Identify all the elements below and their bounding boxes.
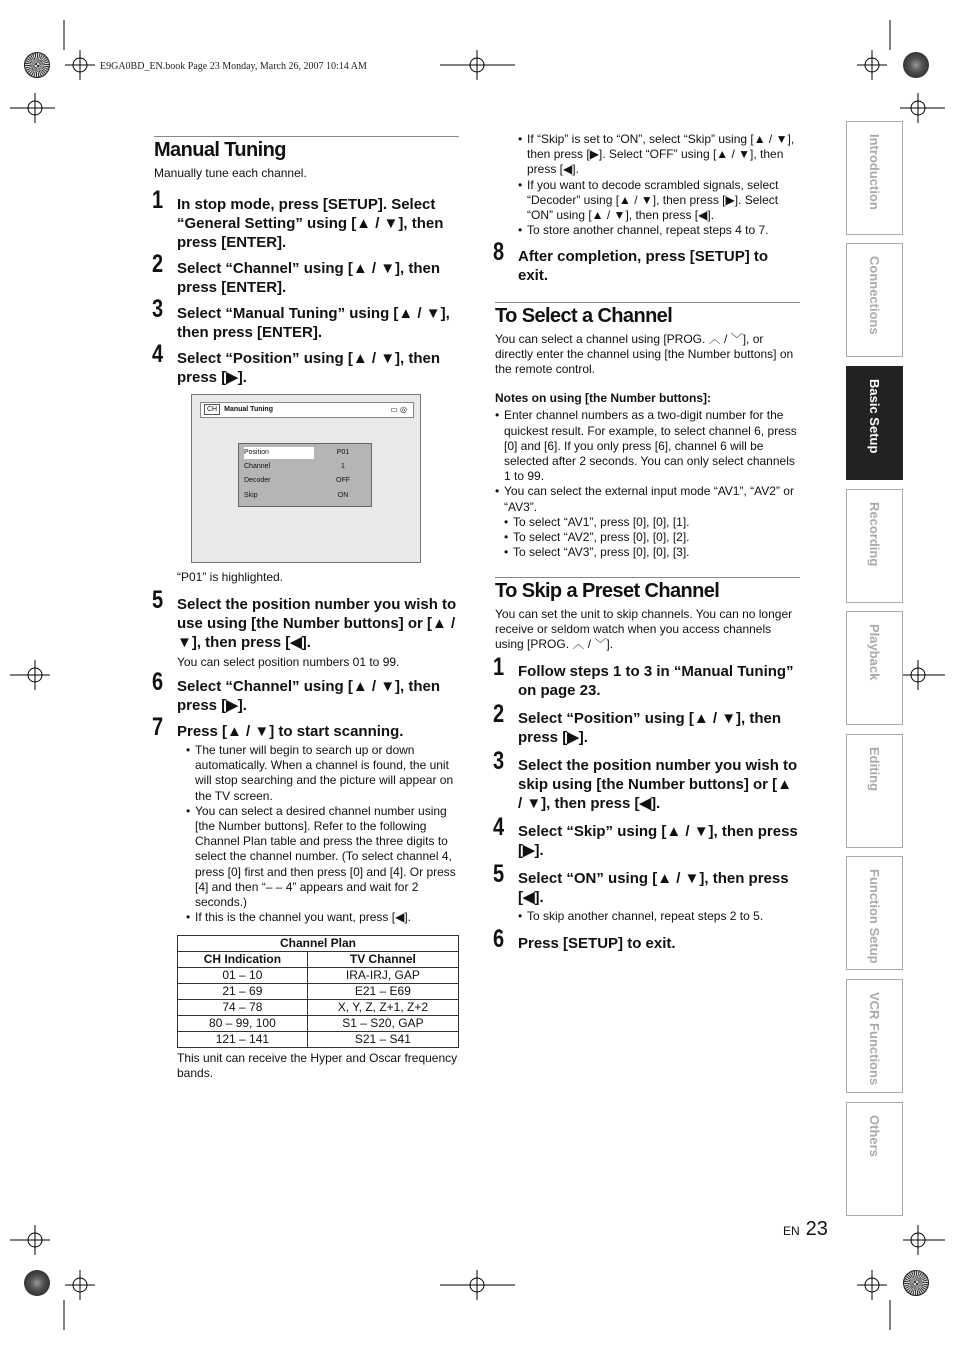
step <box>493 700 800 747</box>
table-row: 01 – 10 IRA-IRJ, GAP <box>178 968 459 984</box>
step-number: 3 <box>152 295 163 323</box>
step-number: 2 <box>152 250 163 278</box>
list-item: • You can select the external input mode “AV1”, “AV2” or “AV3”. <box>495 484 800 514</box>
tuning-menu <box>238 443 372 507</box>
table-caption: Channel Plan <box>178 936 459 952</box>
step <box>493 747 800 813</box>
step <box>152 668 459 715</box>
list-item: • To select “AV2”, press [0], [0], [2]. <box>504 530 800 545</box>
step <box>493 860 800 907</box>
section-intro: You can select a channel using [PROG. ︿ / ﹀], or directly enter the channel using [the Number buttons] on the remote control. <box>495 332 794 377</box>
step-text: Select “Position” using [▲ / ▼], then press [▶]. <box>177 350 441 386</box>
list-item: • If “Skip” is set to “ON”, select “Skip” using [▲ / ▼], then press [▶]. Select “OFF” using [▲ / ▼], then press [◀]. <box>518 132 800 178</box>
step-number: 1 <box>493 653 504 682</box>
ch-badge: CH <box>204 404 220 415</box>
screen-title-bar <box>200 402 414 418</box>
highlight-note: “P01” is highlighted. <box>177 570 284 584</box>
step <box>152 295 459 342</box>
step-text: Press [SETUP] to exit. <box>518 934 676 952</box>
tab-others[interactable]: Others <box>846 1102 903 1216</box>
step <box>152 340 459 387</box>
tab-function-setup[interactable]: Function Setup <box>846 856 903 970</box>
step <box>493 238 800 285</box>
list-item: • To select “AV3”, press [0], [0], [3]. <box>504 545 800 560</box>
step-number: 4 <box>493 813 504 842</box>
page-footer <box>783 1218 828 1241</box>
menu-row-decoder: Decoder OFF <box>244 477 350 484</box>
step-number: 1 <box>152 186 163 214</box>
step <box>152 586 459 652</box>
step-number: 6 <box>152 668 163 696</box>
menu-row-position: Position P01 <box>242 447 367 459</box>
tape-disc-icon: ▭ ◎ <box>390 405 407 414</box>
skip-bullets <box>495 909 800 924</box>
section-title-manual-tuning: Manual Tuning <box>154 139 286 161</box>
table-header: TV Channel <box>307 952 458 968</box>
tab-introduction[interactable]: Introduction <box>846 121 903 235</box>
page-number: 23 <box>805 1218 828 1240</box>
list-item: • If this is the channel you want, press [◀]. <box>186 910 459 925</box>
step <box>152 250 459 297</box>
step-number: 3 <box>493 747 504 776</box>
step <box>493 924 800 953</box>
tab-connections[interactable]: Connections <box>846 243 903 357</box>
section-intro: Manually tune each channel. <box>154 166 307 180</box>
step-text: Press [▲ / ▼] to start scanning. <box>177 723 404 740</box>
left-column <box>154 136 459 1081</box>
step-text: Select “Channel” using [▲ / ▼], then press [▶]. <box>177 678 441 714</box>
step-number: 8 <box>493 238 504 267</box>
table-row: 21 – 69 E21 – E69 <box>178 984 459 1000</box>
table-row: 74 – 78 X, Y, Z, Z+1, Z+2 <box>178 1000 459 1016</box>
file-header: E9GA0BD_EN.book Page 23 Monday, March 26, 2007 10:14 AM <box>100 61 367 72</box>
step-text: Select the position number you wish to use using [the Number buttons] or [▲ / ▼], then press [◀]. <box>177 596 457 651</box>
step <box>493 813 800 860</box>
table-row: 121 – 141 S21 – S41 <box>178 1032 459 1048</box>
list-item: • To select “AV1”, press [0], [0], [1]. <box>504 515 800 530</box>
menu-row-skip: Skip ON <box>244 492 349 499</box>
manual-tuning-screen <box>191 394 421 563</box>
channel-plan-table <box>177 935 459 1048</box>
step-text: Select “Skip” using [▲ / ▼], then press [▶]. <box>518 823 798 860</box>
step <box>493 653 800 700</box>
section-title-select-channel: To Select a Channel <box>495 305 673 328</box>
step-number: 6 <box>493 924 504 953</box>
tab-editing[interactable]: Editing <box>846 734 903 848</box>
notes-heading: Notes on using [the Number buttons]: <box>495 391 711 406</box>
tab-recording[interactable]: Recording <box>846 489 903 603</box>
table-note: This unit can receive the Hyper and Oscar frequency bands. <box>177 1051 458 1081</box>
list-item: • Enter channel numbers as a two-digit number for the quickest result. For example, to select channel 6, press [0] and [6]. If you only press [6], channel 6 will be selected after 2 seconds. You can only select channels 1 to 99. <box>495 408 800 484</box>
step <box>152 186 459 252</box>
section-title-skip-channel: To Skip a Preset Channel <box>495 580 720 603</box>
step-text: Select “Manual Tuning” using [▲ / ▼], then press [ENTER]. <box>177 305 450 341</box>
tab-playback[interactable]: Playback <box>846 611 903 725</box>
language-label: EN <box>783 1224 800 1238</box>
list-item: • To skip another channel, repeat steps 2 to 5. <box>518 909 800 924</box>
list-item: • If you want to decode scrambled signals, select “Decoder” using [▲ / ▼], then press [▶]. Select “ON” using [▲ / ▼], then press [◀]. <box>518 178 800 224</box>
step-number: 5 <box>493 860 504 889</box>
section-rule <box>154 136 459 137</box>
step-text: In stop mode, press [SETUP]. Select “General Setting” using [▲ / ▼], then press [ENTER]. <box>177 196 444 251</box>
step-text: Follow steps 1 to 3 in “Manual Tuning” on page 23. <box>518 663 794 700</box>
step-note: You can select position numbers 01 to 99. <box>177 655 400 669</box>
section-rule <box>495 577 800 578</box>
tab-basic-setup[interactable]: Basic Setup <box>846 366 903 480</box>
section-rule <box>495 302 800 303</box>
step-text: After completion, press [SETUP] to exit. <box>518 248 769 285</box>
list-item: • You can select a desired channel number using [the Number buttons]. Refer to the following Channel Plan table and press the three digits to select the channel number. (To select channel 4, press [0] first and then press [0] and [4]. Or press [4] and then “– – 4” appears and wait for 2 seconds.) <box>186 804 459 910</box>
screen-title: Manual Tuning <box>224 406 273 413</box>
tab-vcr-functions[interactable]: VCR Functions <box>846 979 903 1093</box>
notes-bullets <box>495 408 800 514</box>
step-text: Select “Position” using [▲ / ▼], then press [▶]. <box>518 710 782 747</box>
step-text: Select the position number you wish to skip using [the Number buttons] or [▲ / ▼], then press [◀]. <box>518 757 798 813</box>
continued-bullets <box>495 132 800 238</box>
step7-bullets <box>154 743 459 925</box>
step <box>152 713 459 741</box>
right-column <box>495 132 800 953</box>
table-header: CH Indication <box>178 952 308 968</box>
step-text: Select “ON” using [▲ / ▼], then press [◀]. <box>518 870 789 907</box>
step-number: 5 <box>152 586 163 614</box>
step-number: 2 <box>493 700 504 729</box>
section-intro: You can set the unit to skip channels. You can no longer receive or seldom watch when you access channels using [PROG. ︿ / ﹀]. <box>495 607 793 652</box>
list-item: • To store another channel, repeat steps 4 to 7. <box>518 223 800 238</box>
step-number: 4 <box>152 340 163 368</box>
step-number: 7 <box>152 713 163 741</box>
table-row: 80 – 99, 100 S1 – S20, GAP <box>178 1016 459 1032</box>
menu-row-channel: Channel 1 <box>244 463 345 470</box>
av-bullets <box>495 515 800 561</box>
list-item: • The tuner will begin to search up or down automatically. When a channel is found, the unit will stop searching and the picture will appear on the TV screen. <box>186 743 459 804</box>
step-text: Select “Channel” using [▲ / ▼], then press [ENTER]. <box>177 260 441 296</box>
